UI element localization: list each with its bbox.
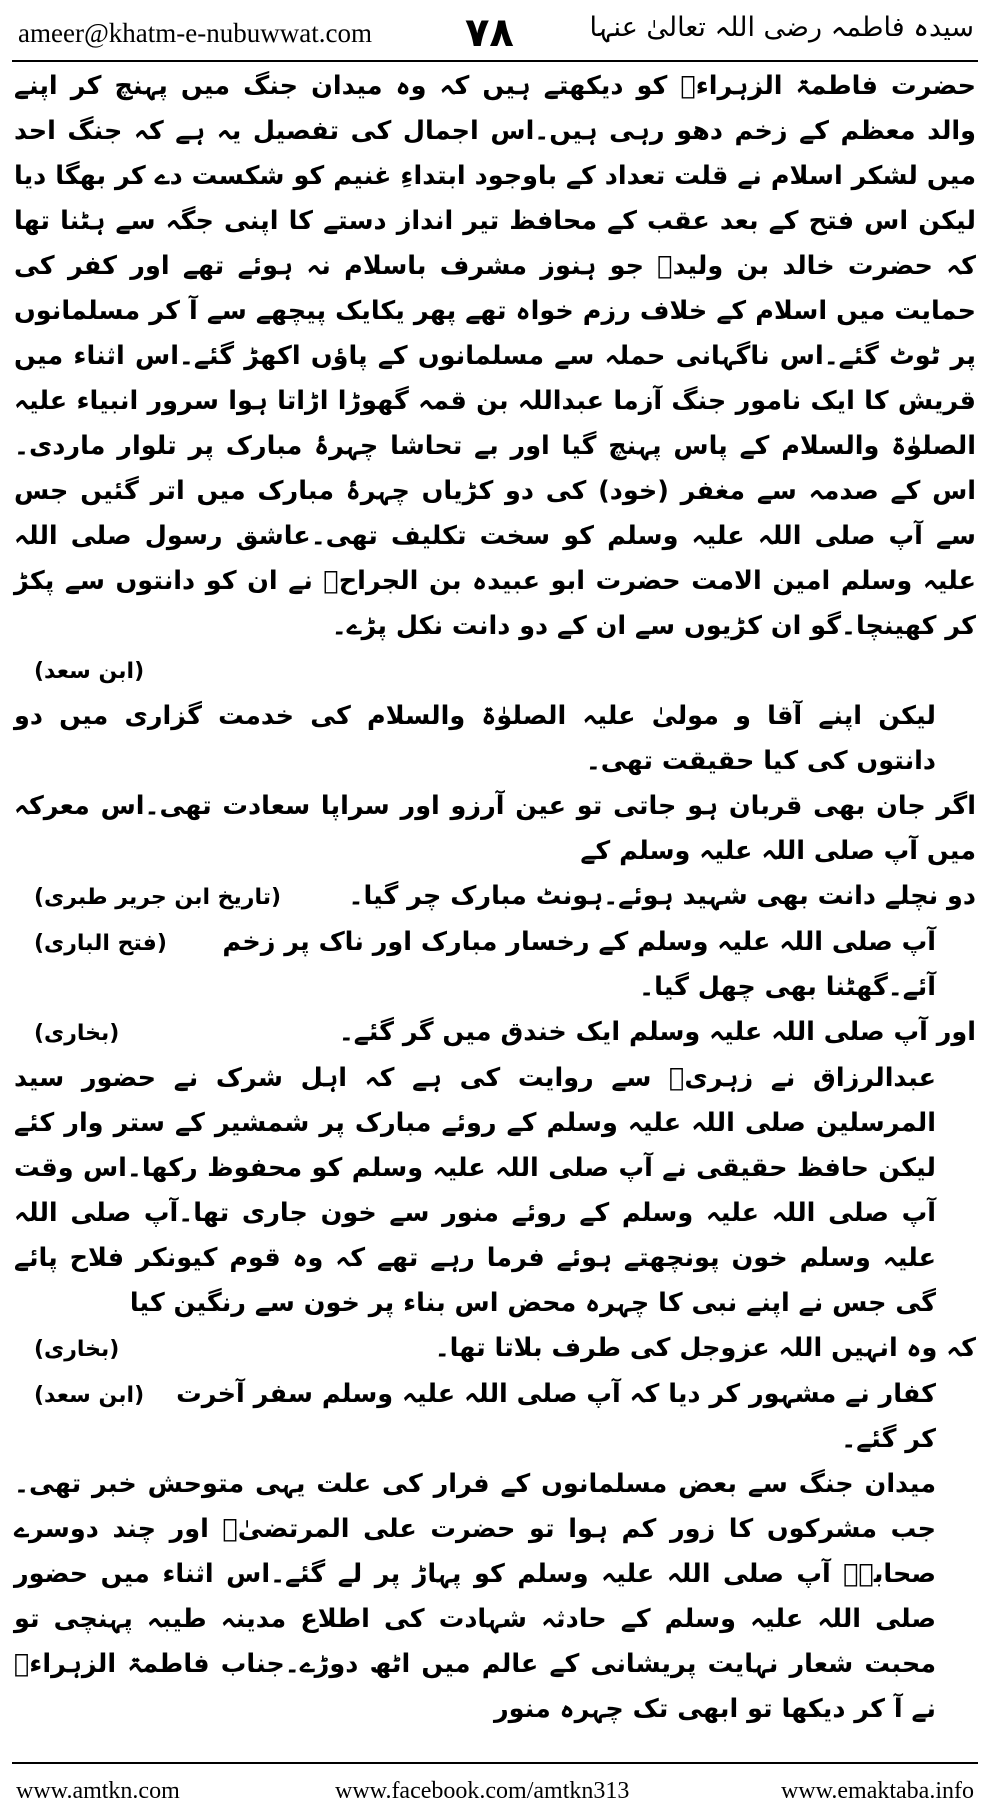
header-title: سیدہ فاطمہ رضی اللہ تعالیٰ عنہا	[589, 12, 974, 43]
ref-line-6	[14, 1372, 976, 1462]
reference-ibn-saad: (ابن سعد)	[34, 659, 145, 684]
reference-fath-al-bari: (فتح الباری)	[34, 931, 167, 956]
page-number: ۷۸	[465, 10, 514, 56]
ref-line-3	[14, 920, 976, 1010]
footer-link-facebook[interactable]: www.facebook.com/amtkn313	[335, 1778, 630, 1804]
paragraph-2: لیکن اپنے آقا و مولیٰ علیہ الصلوٰۃ والسلام کی خدمت گزاری میں دو دانتوں کی کیا حقیقت تھی۔	[14, 701, 936, 776]
paragraph-1-block	[14, 64, 976, 649]
reference-ibn-saad-2: (ابن سعد)	[34, 1383, 145, 1408]
page-header	[0, 0, 990, 58]
paragraph-6: عبدالرزاق نے زہریؒ سے روایت کی ہے کہ اہل شرک نے حضور سید المرسلین صلی اللہ علیہ وسلم کے روئے مبارک پر شمشیر کے ستر وار کئے لیکن حافظ حقیقی نے آپ صلی اللہ علیہ وسلم کو محفوظ رکھا۔اس وقت آپ صلی اللہ علیہ وسلم کے روئے منور سے خون جاری تھا۔آپ صلی اللہ علیہ وسلم خون پونچھتے ہوئے فرما رہے تھے کہ وہ قوم کیونکر فلاح پائے گی جس نے اپنے نبی کا چہرہ محض اس بناء پر خون سے رنگین کیا	[14, 1063, 936, 1318]
paragraph-1: حضرت فاطمۃ الزہراءؓ کو دیکھتے ہیں کہ وہ میدان جنگ میں پہنچ کر اپنے والد معظم کے زخم دھو رہی ہیں۔اس اجمال کی تفصیل یہ ہے کہ جنگ احد میں لشکر اسلام نے قلت تعداد کے باوجود ابتداءِ غنیم کو شکست دے کر بھگا دیا لیکن اس فتح کے بعد عقب کے محافظ تیر انداز دستے کا اپنی جگہ سے ہٹنا تھا کہ حضرت خالد بن ولیدؓ جو ہنوز مشرف باسلام نہ ہوئے تھے اور کفر کی حمایت میں اسلام کے خلاف رزم خواہ تھے پھر یکایک پیچھے سے آ کر مسلمانوں پر ٹوٹ گئے۔اس ناگہانی حملہ سے مسلمانوں کے پاؤں اکھڑ گئے۔اس اثناء میں قریش کا ایک نامور جنگ آزما عبداللہ بن قمہ گھوڑا اڑاتا ہوا سرور انبیاء علیہ الصلوٰۃ والسلام کے پاس پہنچ گیا اور بے تحاشا چہرۂ مبارک پر تلوار ماردی۔اس کے صدمہ سے مغفر (خود) کی دو کڑیاں چہرۂ مبارک میں اتر گئیں جس سے آپ صلی اللہ علیہ وسلم کو سخت تکلیف تھی۔عاشق رسول صلی اللہ علیہ وسلم امین الامت حضرت ابو عبیدہ بن الجراحؓ نے ان کو دانتوں سے پکڑ کر کھینچا۔گو ان کڑیوں سے ان کے دو دانت نکل پڑے۔	[14, 71, 976, 641]
ref-line-5	[14, 1326, 976, 1372]
header-email: ameer@khatm-e-nubuwwat.com	[18, 18, 372, 48]
footer-rule	[12, 1762, 978, 1764]
paragraph-3: اگر جان بھی قربان ہو جاتی تو عین آرزو اور سراپا سعادت تھی۔اس معرکہ میں آپ صلی اللہ علیہ وسلم کے	[14, 791, 976, 866]
footer-link-emaktaba[interactable]: www.emaktaba.info	[780, 1778, 974, 1804]
ref-line-1	[14, 649, 976, 694]
paragraph-7: کفار نے مشہور کر دیا کہ آپ صلی اللہ علیہ وسلم سفر آخرت کر گئے۔	[176, 1379, 936, 1454]
reference-bukhari-1: (بخاری)	[34, 1021, 120, 1046]
header-rule	[12, 60, 978, 62]
paragraph-3-end: دو نچلے دانت بھی شہید ہوئے۔ہونٹ مبارک چر گیا۔	[348, 881, 976, 911]
paragraph-6-end: کہ وہ انہیں اللہ عزوجل کی طرف بلاتا تھا۔	[434, 1333, 976, 1363]
paragraph-4: آپ صلی اللہ علیہ وسلم کے رخسار مبارک اور ناک پر زخم آئے۔گھٹنا بھی چھل گیا۔	[222, 927, 936, 1002]
ref-line-4	[14, 1010, 976, 1056]
reference-tabari: (تاریخ ابن جریر طبری)	[34, 885, 282, 910]
ref-line-2	[14, 874, 976, 920]
page-body	[14, 64, 976, 1758]
paragraph-8: میدان جنگ سے بعض مسلمانوں کے فرار کی علت یہی متوحش خبر تھی۔جب مشرکوں کا زور کم ہوا تو حضرت علی المرتضیٰؓ اور چند دوسرے صحابہؓ آپ صلی اللہ علیہ وسلم کو پہاڑ پر لے گئے۔اس اثناء میں حضور صلی اللہ علیہ وسلم کے حادثہ شہادت کی اطلاع مدینہ طیبہ پہنچی تو محبت شعار نہایت پریشانی کے عالم میں اٹھ دوڑے۔جناب فاطمۃ الزہراءؓ نے آ کر دیکھا تو ابھی تک چہرہ منور	[14, 1469, 936, 1724]
reference-bukhari-2: (بخاری)	[34, 1337, 120, 1362]
footer-link-amtkn[interactable]: www.amtkn.com	[16, 1778, 180, 1804]
paragraph-5: اور آپ صلی اللہ علیہ وسلم ایک خندق میں گر گئے۔	[338, 1017, 976, 1047]
page-footer	[0, 1770, 990, 1810]
